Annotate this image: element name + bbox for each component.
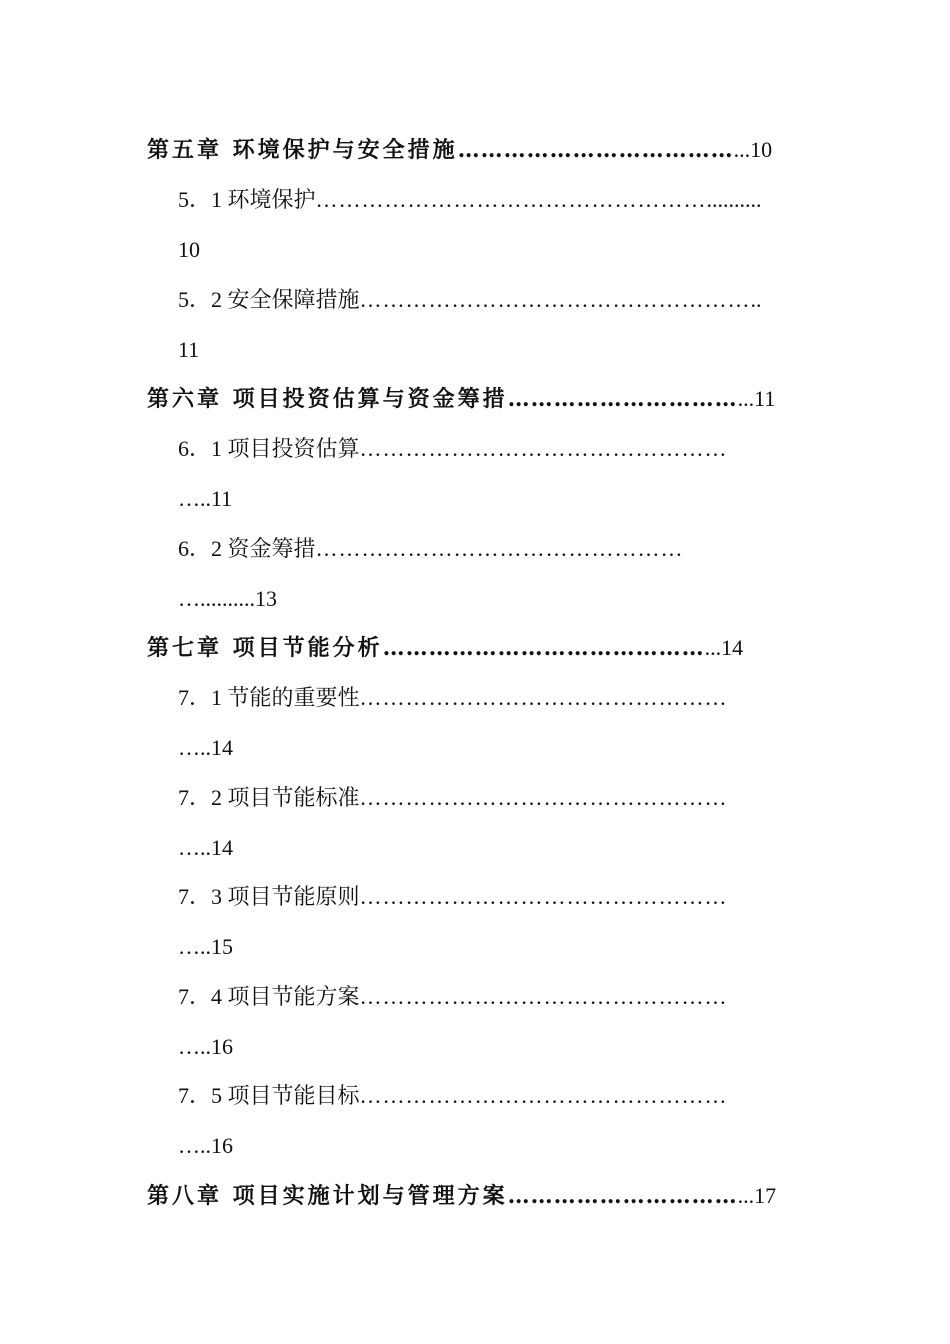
leader-dots: ………………………… [507,1183,738,1209]
leader-dots: ………………………………………… [359,884,728,909]
toc-section-5-2[interactable] [178,286,762,314]
toc-section-7-4[interactable] [178,983,728,1011]
page-number: …..14 [178,735,233,760]
toc-continuation [178,336,199,364]
section-title: 7．5 项目节能目标 [178,1083,360,1108]
section-title: 5．2 安全保障措施 [178,287,360,312]
page-number: ...17 [737,1183,777,1208]
page-number: …..15 [178,934,233,959]
chapter-title: 第六章 项目投资估算与资金筹措 [147,386,508,412]
chapter-title: 第八章 项目实施计划与管理方案 [147,1183,508,1209]
page-number: .. [750,287,762,312]
section-title: 5．1 环境保护 [178,187,316,212]
page-number: ...10 [733,137,773,162]
section-title: 7．3 项目节能原则 [178,884,360,909]
chapter-title: 第七章 项目节能分析 [147,635,383,661]
section-title: 7．4 项目节能方案 [178,984,360,1009]
page-number: ...14 [704,635,744,660]
page-number: …..14 [178,835,233,860]
toc-chapter-6[interactable] [147,385,775,413]
section-title: 6．2 资金筹措 [178,536,316,561]
chapter-title: 第五章 环境保护与安全措施 [147,137,458,163]
toc-continuation [178,1033,233,1061]
toc-section-7-5[interactable] [178,1082,728,1110]
leader-dots: …………………………………………… [359,287,751,312]
toc-continuation [178,734,233,762]
toc-continuation [178,933,233,961]
page-number: 11 [178,337,200,362]
leader-dots: ……………………………… [457,137,734,163]
leader-dots: …………………………………… [382,635,705,661]
toc-continuation [178,485,232,513]
section-title: 6．1 项目投资估算 [178,436,360,461]
page-number: …..16 [178,1133,233,1158]
leader-dots: ………………………………………… [359,685,728,710]
section-title: 7．2 项目节能标准 [178,785,360,810]
toc-section-5-1[interactable] [178,186,762,214]
leader-dots: ………………………………………… [359,984,728,1009]
toc-section-7-1[interactable] [178,684,728,712]
leader-dots: ………………………… [507,386,738,412]
leader-dots: ………………………………………… [315,536,684,561]
leader-dots: ………………………………………… [359,1083,728,1108]
toc-continuation [178,834,233,862]
page-number: …..16 [178,1034,233,1059]
toc-section-6-2[interactable] [178,535,684,563]
section-title: 7．1 节能的重要性 [178,685,360,710]
leader-dots: …………………………………………… [315,187,707,212]
page-number: ...11 [737,386,776,411]
toc-chapter-8[interactable] [147,1182,776,1210]
toc-chapter-7[interactable] [147,634,743,662]
toc-continuation [178,236,200,264]
page-number: 10 [178,237,200,262]
toc-continuation [178,1132,233,1160]
toc-continuation [178,585,277,613]
toc-section-6-1[interactable] [178,435,728,463]
leader-dots: ………………………………………… [359,436,728,461]
page-number: …..11 [178,486,233,511]
page-number: .......... [706,187,762,212]
toc-chapter-5[interactable] [147,136,772,164]
leader-dots: ………………………………………… [359,785,728,810]
toc-section-7-3[interactable] [178,883,728,911]
page-number: …..........13 [178,586,277,611]
toc-section-7-2[interactable] [178,784,728,812]
